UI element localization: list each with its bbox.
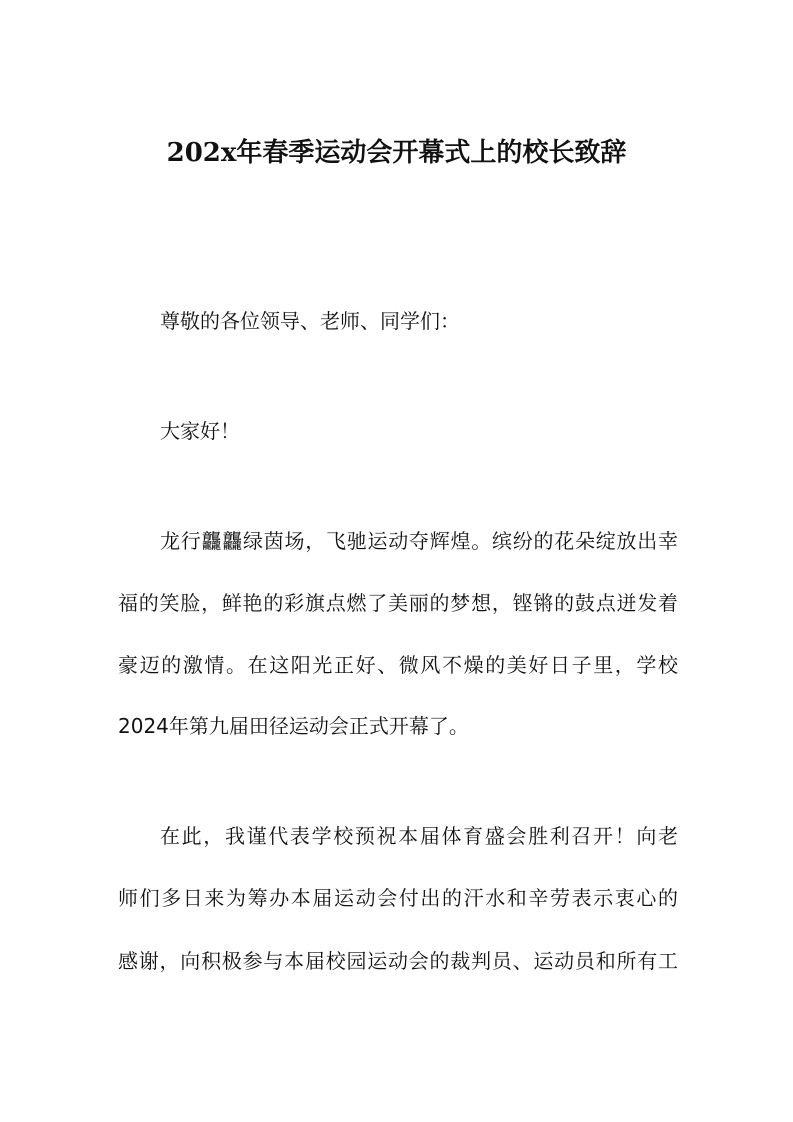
greeting: 尊敬的各位领导、老师、同学们： xyxy=(160,309,460,333)
paragraph-line: 2024年第九届田径运动会正式开幕了。 xyxy=(118,714,469,738)
paragraph-line: 师们多日来为筹办本届运动会付出的汗水和辛劳表示衷心的 xyxy=(118,886,678,910)
document-title: 202x年春季运动会开幕式上的校长致辞 xyxy=(166,138,627,168)
hello: 大家好！ xyxy=(160,419,240,443)
paragraph-line: 龙行龘龘绿茵场，飞驰运动夺辉煌。缤纷的花朵绽放出幸 xyxy=(160,529,678,553)
paragraph-line: 感谢，向积极参与本届校园运动会的裁判员、运动员和所有工 xyxy=(118,949,678,973)
paragraph-line: 在此，我谨代表学校预祝本届体育盛会胜利召开！向老 xyxy=(160,824,678,848)
paragraph-line: 豪迈的激情。在这阳光正好、微风不燥的美好日子里，学校 xyxy=(118,653,678,677)
paragraph-line: 福的笑脸，鲜艳的彩旗点燃了美丽的梦想，铿锵的鼓点迸发着 xyxy=(118,591,678,615)
